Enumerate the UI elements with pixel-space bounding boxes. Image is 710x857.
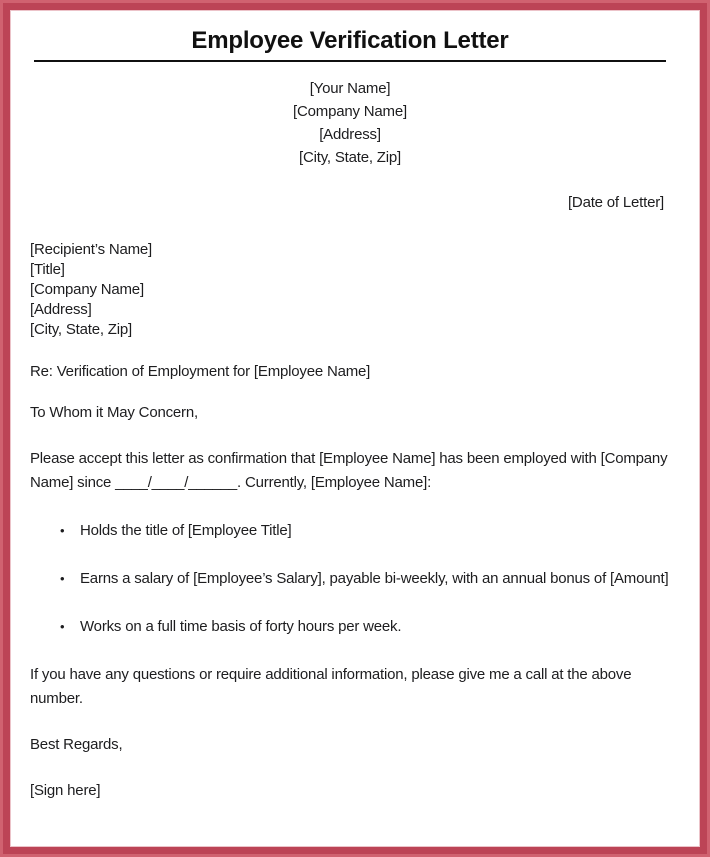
recipient-title: [Title] xyxy=(30,261,65,278)
sign-off-line: Best Regards, xyxy=(30,736,123,753)
letter-sheet xyxy=(3,3,707,854)
recipient-address: [Address] xyxy=(30,301,92,318)
recipient-block xyxy=(30,240,670,340)
subject-line: Re: Verification of Employment for [Employee Name] xyxy=(30,363,371,380)
recipient-city-state-zip: [City, State, Zip] xyxy=(30,321,132,338)
sender-city-state-zip: [City, State, Zip] xyxy=(299,149,401,166)
sender-address: [Address] xyxy=(319,126,381,143)
date-line: [Date of Letter] xyxy=(567,194,664,211)
bullet-text-title: Holds the title of [Employee Title] xyxy=(80,522,292,539)
bullet-item xyxy=(30,519,670,543)
bullet-text-salary: Earns a salary of [Employee’s Salary], payable bi-weekly, with an annual bonus of [Amount] xyxy=(80,570,669,587)
recipient-name: [Recipient’s Name] xyxy=(30,241,153,258)
bullet-icon: • xyxy=(60,571,65,586)
body-paragraph: Please accept this letter as confirmation that [Employee Name] has been employed with [Company Name] since ____/____/______. Currently, [Employee Name]: xyxy=(30,450,668,491)
salutation-line: To Whom it May Concern, xyxy=(30,404,198,421)
letter-title: Employee Verification Letter xyxy=(191,27,509,54)
signature-placeholder: [Sign here] xyxy=(30,782,101,799)
sender-name: [Your Name] xyxy=(309,80,391,97)
sender-block xyxy=(30,77,670,169)
bullet-icon: • xyxy=(60,619,65,634)
bullet-item xyxy=(30,615,670,639)
sender-company: [Company Name] xyxy=(293,103,407,120)
closing-paragraph: If you have any questions or require additional information, please give me a call at the above number. xyxy=(30,666,632,707)
recipient-company: [Company Name] xyxy=(30,281,144,298)
letter-document xyxy=(10,26,700,857)
title-divider xyxy=(34,60,666,62)
bullet-item xyxy=(30,567,670,591)
bullet-icon: • xyxy=(60,523,65,538)
bullet-text-hours: Works on a full time basis of forty hours per week. xyxy=(80,618,402,635)
bullet-list xyxy=(30,519,670,639)
